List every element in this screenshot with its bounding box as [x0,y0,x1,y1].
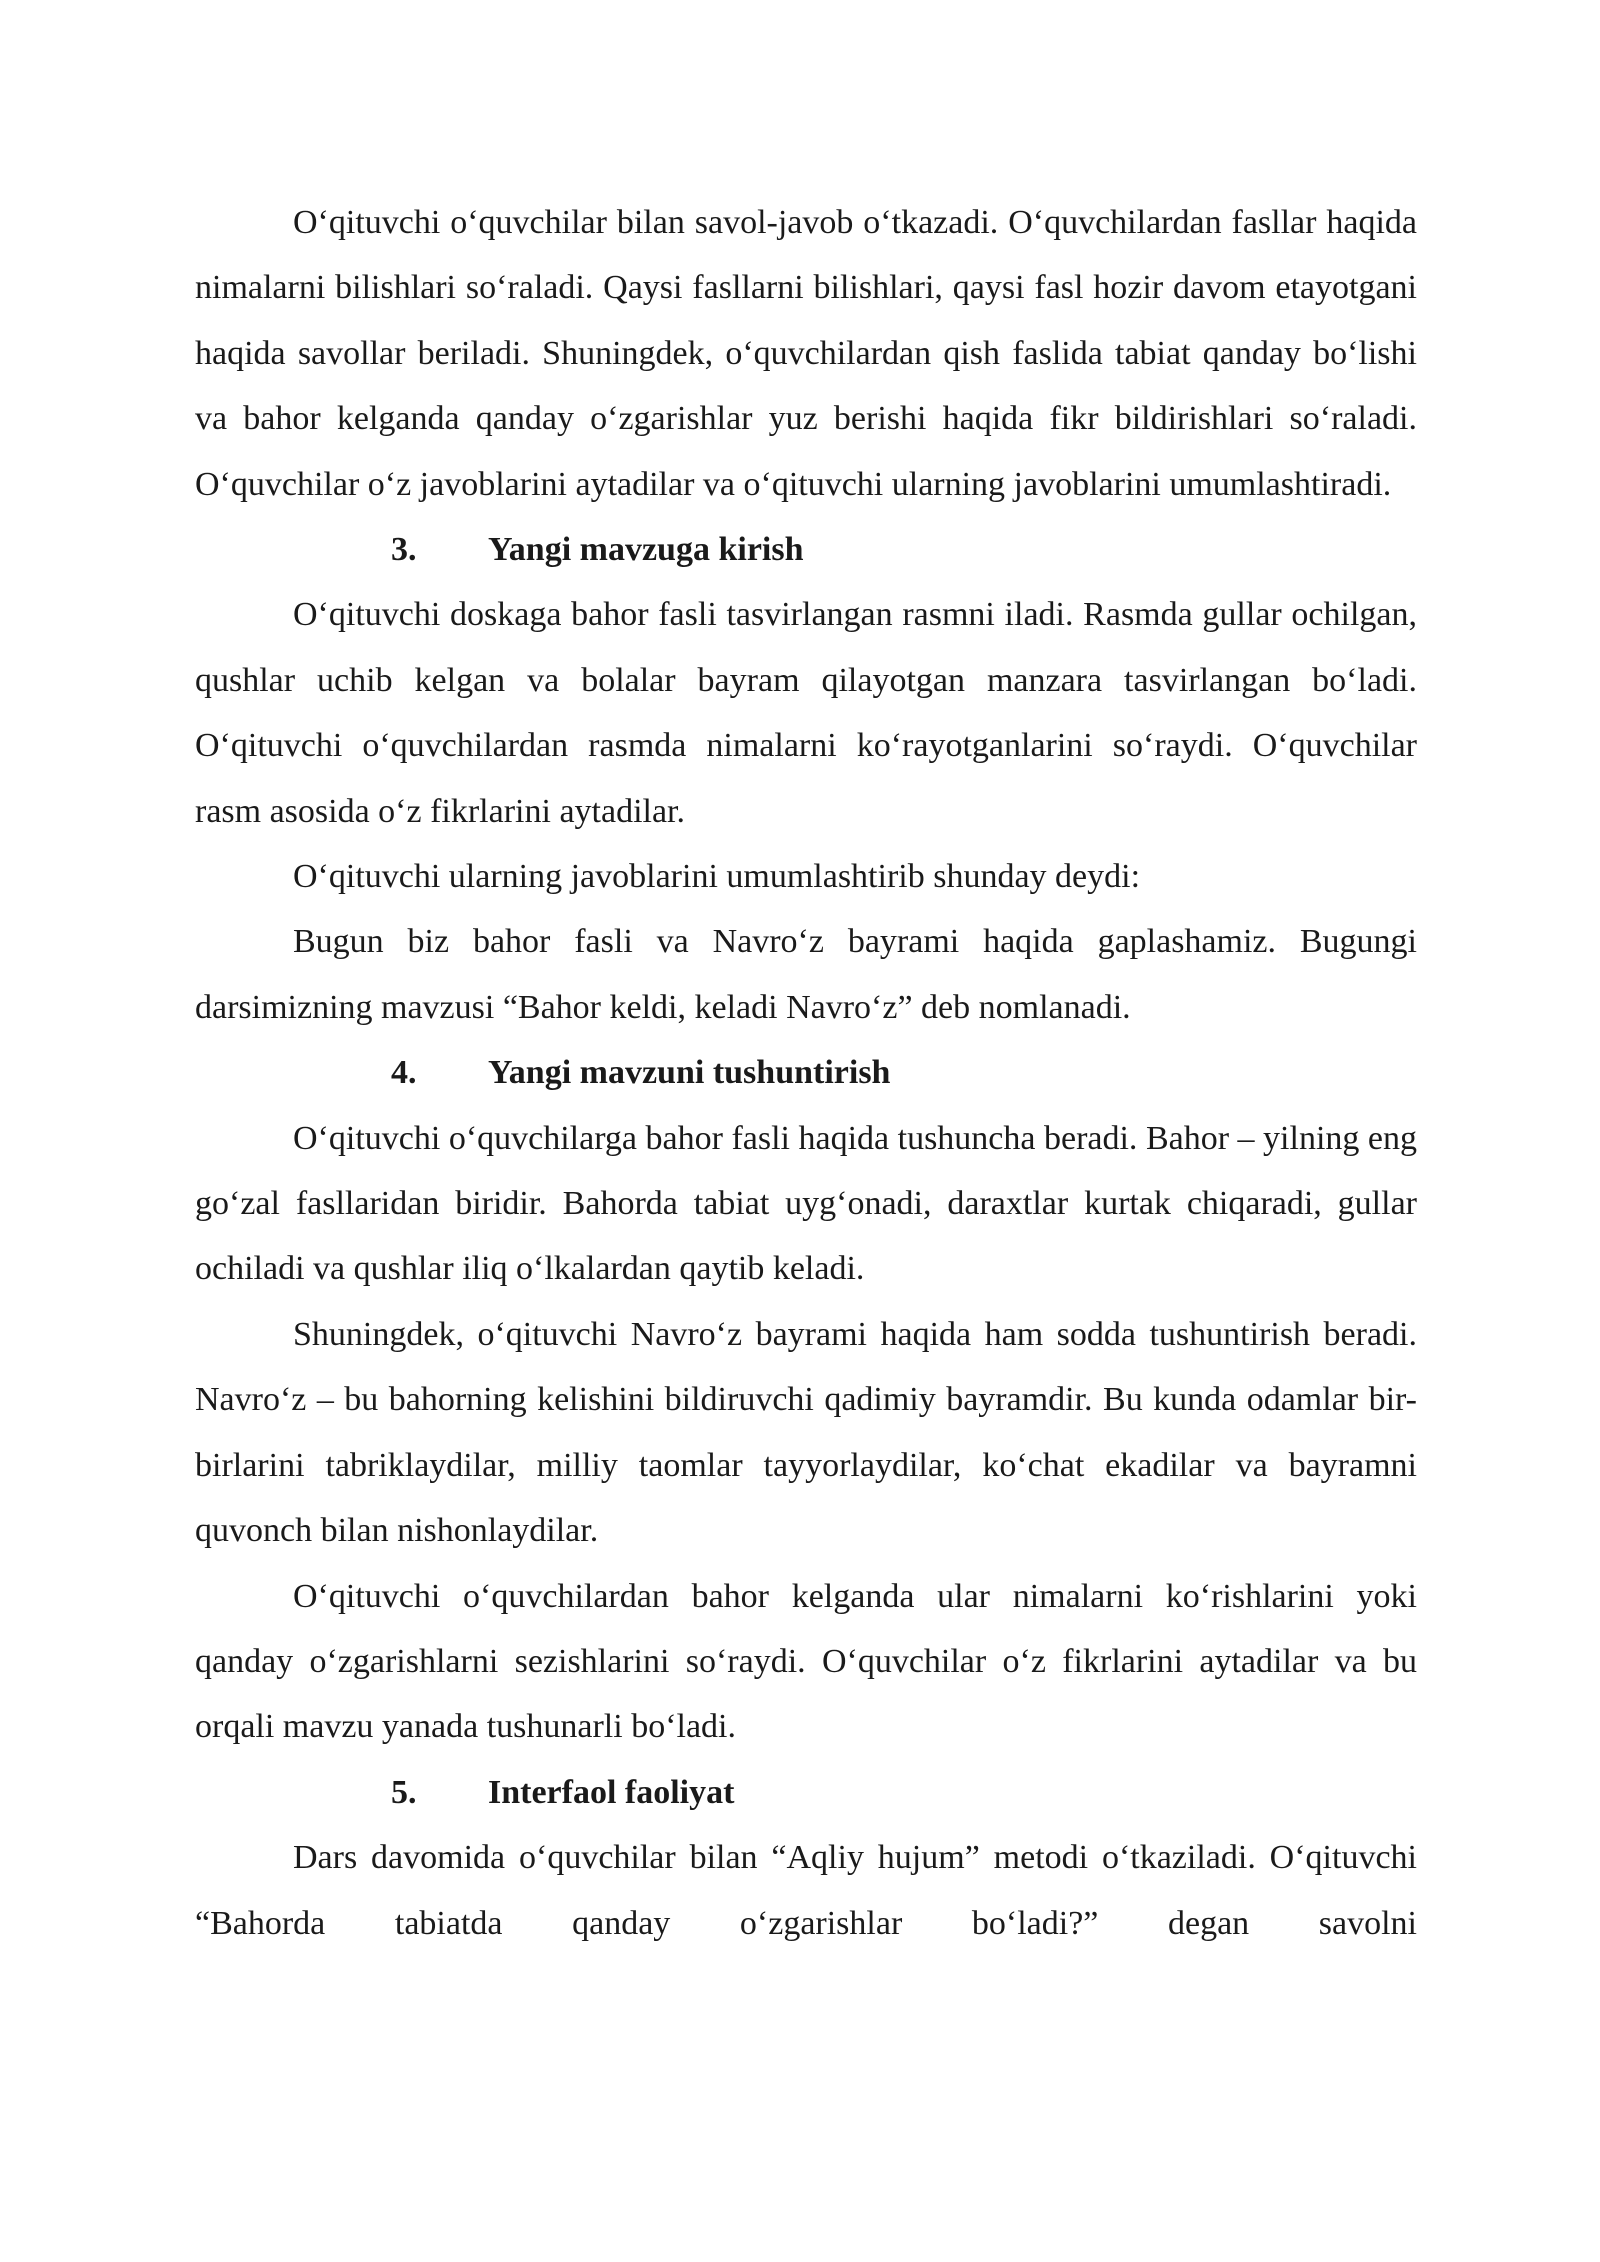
section-title: Yangi mavzuga kirish [488,531,804,569]
paragraph: O‘qituvchi o‘quvchilar bilan savol-javob o‘tkazadi. O‘quvchilardan fasllar haqida nimalarni bilishlari so‘raladi. Qaysi fasllarni bilishlari, qaysi fasl hozir davom etayotgani haqida savollar beriladi. Shuningdek, o‘quvchilardan qish faslida tabiat qanday bo‘lishi va bahor kelganda qanday o‘zgarishlar yuz berishi haqida fikr bildirishlari so‘raladi. O‘quvchilar o‘z javoblarini aytadilar va o‘qituvchi ularning javoblarini umumlashtiradi. [195,204,1417,503]
paragraph: O‘qituvchi ularning javoblarini umumlashtirib shunday deydi: [293,858,1141,896]
section-heading [195,1760,1417,1825]
section-number: 4. [391,1054,417,1092]
paragraph: O‘qituvchi o‘quvchilarga bahor fasli haqida tushuncha beradi. Bahor – yilning eng go‘zal fasllaridan biridir. Bahorda tabiat uyg‘onadi, daraxtlar kurtak chiqaradi, gullar ochiladi va qushlar iliq o‘lkalardan qaytib keladi. [195,1119,1417,1288]
section-title: Yangi mavzuni tushuntirish [488,1054,891,1092]
paragraph: Bugun biz bahor fasli va Navro‘z bayrami haqida gaplashamiz. Bugungi darsimizning mavzusi “Bahor keldi, keladi Navro‘z” deb nomlanadi. [195,923,1417,1026]
paragraph: O‘qituvchi o‘quvchilardan bahor kelganda ular nimalarni ko‘rishlarini yoki qanday o‘zgarishlarni sezishlarini so‘raydi. O‘quvchilar o‘z fikrlarini aytadilar va bu orqali mavzu yanada tushunarli bo‘ladi. [195,1577,1417,1746]
section-number: 5. [391,1773,417,1811]
paragraph: Dars davomida o‘quvchilar bilan “Aqliy hujum” metodi o‘tkaziladi. O‘qituvchi “Bahorda tabiatda qanday o‘zgarishlar bo‘ladi?” degan savolni [195,1839,1417,1942]
section-title: Interfaol faoliyat [488,1773,735,1811]
section-heading [195,1040,1417,1105]
document-page [195,190,1417,1956]
section-number: 3. [391,531,417,569]
paragraph: Shuningdek, o‘qituvchi Navro‘z bayrami haqida ham sodda tushuntirish beradi. Navro‘z – bu bahorning kelishini bildiruvchi qadimiy bayramdir. Bu kunda odamlar bir-birlarini tabriklaydilar, milliy taomlar tayyorlaydilar, ko‘chat ekadilar va bayramni quvonch bilan nishonlaydilar. [195,1315,1417,1550]
paragraph: O‘qituvchi doskaga bahor fasli tasvirlangan rasmni iladi. Rasmda gullar ochilgan, qushlar uchib kelgan va bolalar bayram qilayotgan manzara tasvirlangan bo‘ladi. O‘qituvchi o‘quvchilardan rasmda nimalarni ko‘rayotganlarini so‘raydi. O‘quvchilar rasm asosida o‘z fikrlarini aytadilar. [195,596,1417,830]
section-heading [195,517,1417,582]
